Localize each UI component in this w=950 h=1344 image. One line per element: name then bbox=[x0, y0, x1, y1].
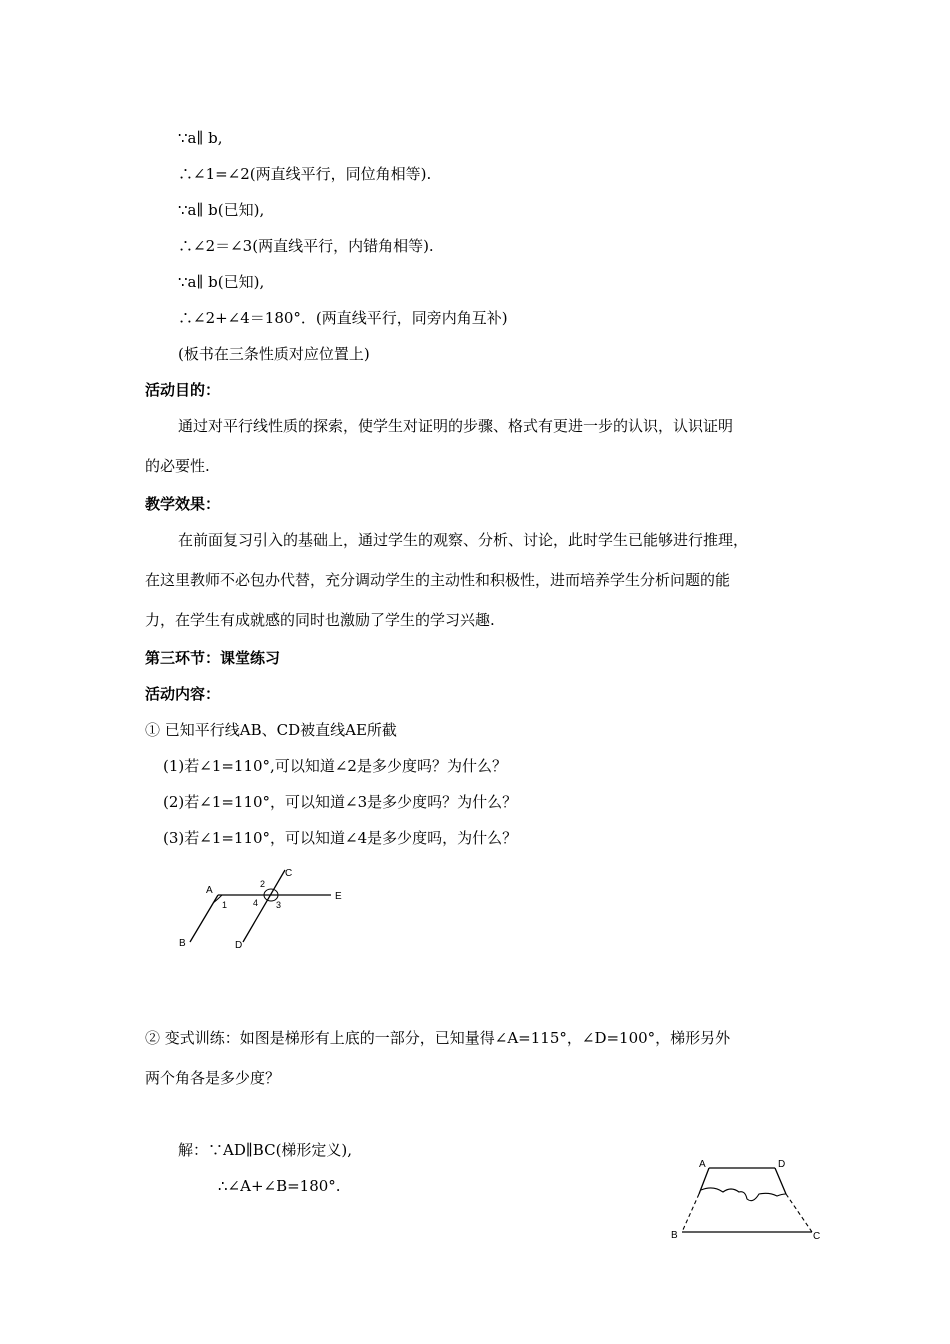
proof-line-4: ∴∠2＝∠3(两直线平行，内错角相等). bbox=[178, 237, 434, 255]
activity-content-heading: 活动内容： bbox=[145, 685, 221, 703]
proof-line-2: ∴∠1=∠2(两直线平行，同位角相等). bbox=[178, 165, 432, 183]
label-C: C bbox=[813, 1231, 821, 1242]
solution-line-2: ∴∠A+∠B=180°. bbox=[218, 1177, 341, 1195]
label-1: 1 bbox=[222, 900, 228, 910]
teaching-effect-line-2: 在这里教师不必包办代替，充分调动学生的主动性和积极性，进而培养学生分析问题的能 bbox=[145, 571, 731, 589]
parallel-lines-figure bbox=[175, 862, 375, 962]
problem2-line-1: ② 变式训练：如图是梯形有上底的一部分，已知量得∠A=115°，∠D=100°，梯形另外 bbox=[145, 1029, 731, 1047]
side-dc-solid bbox=[775, 1168, 786, 1194]
sub-question-1: (1)若∠1=110°,可以知道∠2是多少度吗？为什么？ bbox=[163, 757, 507, 775]
proof-line-5: ∵a∥ b(已知), bbox=[178, 273, 265, 291]
label-B: B bbox=[671, 1230, 678, 1241]
solution-line-1: 解：∵AD∥BC(梯形定义), bbox=[178, 1141, 353, 1159]
side-ab-solid bbox=[699, 1168, 709, 1194]
problem2-line-2: 两个角各是多少度？ bbox=[145, 1069, 281, 1087]
problem1-text: ① 已知平行线AB、CD被直线AE所截 bbox=[145, 721, 397, 739]
teaching-effect-line-1: 在前面复习引入的基础上，通过学生的观察、分析、讨论，此时学生已能够进行推理， bbox=[178, 531, 749, 549]
activity-purpose-heading: 活动目的： bbox=[145, 381, 221, 399]
blackboard-note: (板书在三条性质对应位置上) bbox=[178, 345, 370, 363]
activity-purpose-line-2: 的必要性. bbox=[145, 457, 210, 475]
teaching-effect-heading: 教学效果： bbox=[145, 495, 221, 513]
label-D: D bbox=[235, 940, 243, 951]
trapezoid-figure bbox=[665, 1152, 835, 1247]
label-E: E bbox=[335, 891, 342, 902]
label-2: 2 bbox=[260, 879, 266, 889]
proof-line-3: ∵a∥ b(已知), bbox=[178, 201, 265, 219]
teaching-effect-line-3: 力，在学生有成就感的同时也激励了学生的学习兴趣. bbox=[145, 611, 495, 629]
side-dc-dashed bbox=[786, 1194, 812, 1232]
proof-line-1: ∵a∥ b, bbox=[178, 129, 223, 147]
label-3: 3 bbox=[276, 900, 282, 910]
sub-question-2: (2)若∠1=110°，可以知道∠3是多少度吗？为什么？ bbox=[163, 793, 518, 811]
label-A: A bbox=[699, 1159, 706, 1170]
proof-line-6: ∴∠2+∠4＝180°．(两直线平行，同旁内角互补) bbox=[178, 309, 508, 327]
side-ab-dashed bbox=[682, 1194, 699, 1232]
label-A: A bbox=[206, 885, 213, 896]
torn-edge bbox=[701, 1188, 786, 1201]
section3-heading: 第三环节：课堂练习 bbox=[145, 649, 281, 667]
label-B: B bbox=[179, 938, 186, 949]
label-4: 4 bbox=[253, 898, 259, 908]
label-D: D bbox=[778, 1159, 786, 1170]
sub-question-3: (3)若∠1=110°，可以知道∠4是多少度吗，为什么？ bbox=[163, 829, 518, 847]
label-C: C bbox=[285, 868, 293, 879]
activity-purpose-line-1: 通过对平行线性质的探索，使学生对证明的步骤、格式有更进一步的认识，认识证明 bbox=[178, 417, 734, 435]
